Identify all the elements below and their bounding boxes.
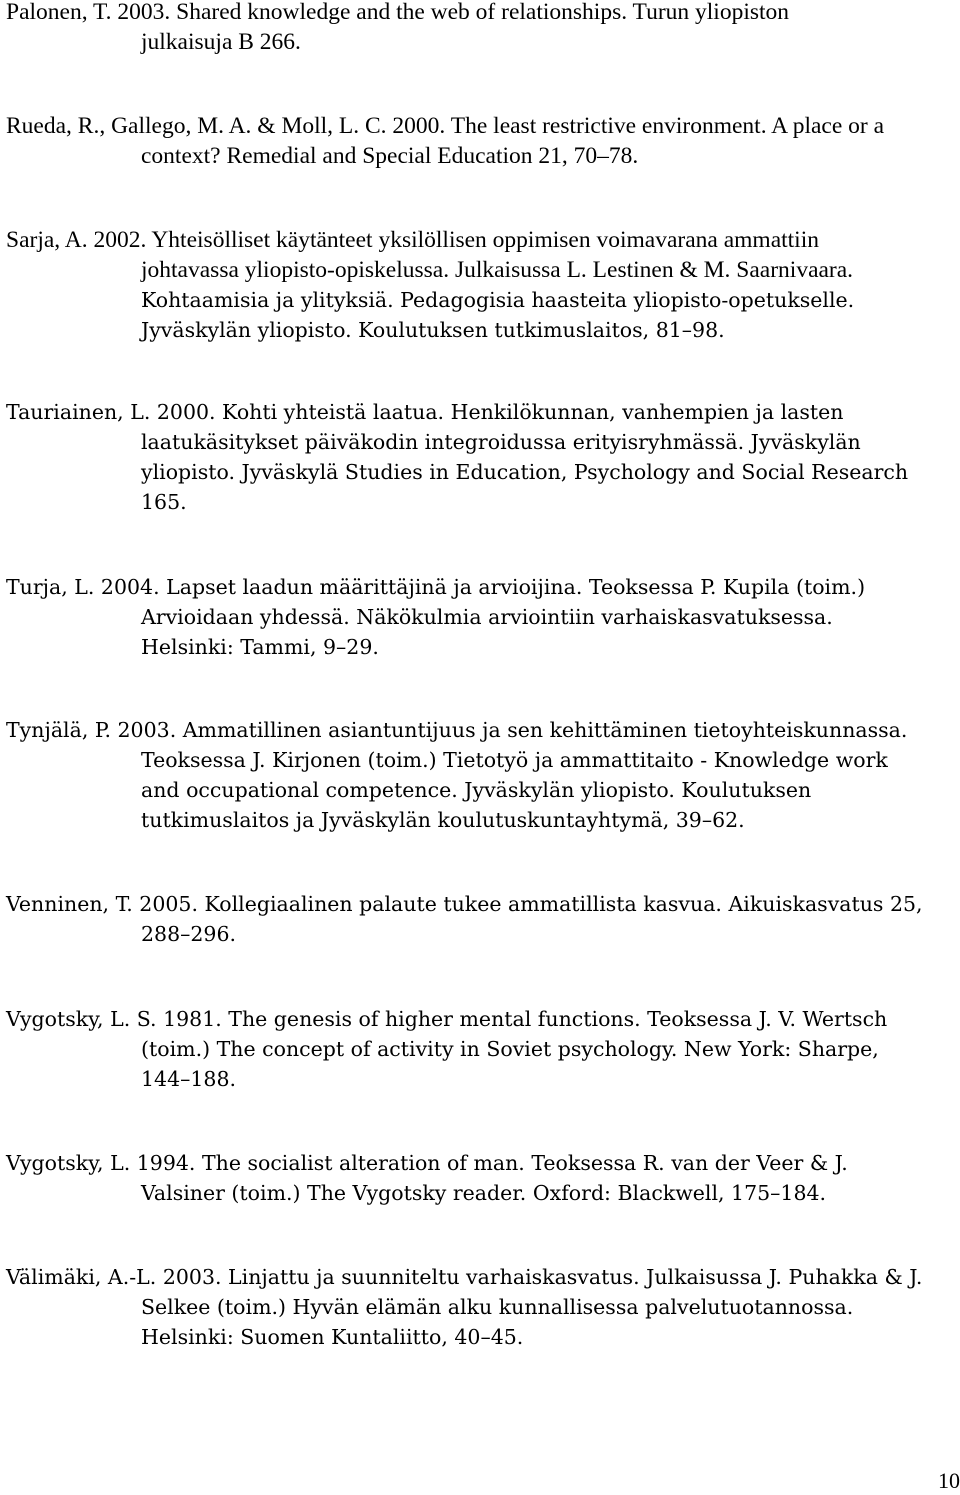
reference-line: Selkee (toim.) Hyvän elämän alku kunnallisessa palvelutuotannossa. [141, 1295, 854, 1319]
page-number: 10 [938, 1468, 960, 1493]
reference-tynjala [6, 715, 956, 835]
reference-line: and occupational competence. Jyväskylän yliopisto. Koulutuksen [141, 778, 812, 802]
reference-line: Helsinki: Tammi, 9–29. [141, 635, 379, 659]
reference-line: Rueda, R., Gallego, M. A. & Moll, L. C. 2000. The least restrictive environment. A place or a [6, 113, 885, 139]
reference-line: Venninen, T. 2005. Kollegiaalinen palaute tukee ammatillista kasvua. Aikuiskasvatus 25, [6, 892, 923, 916]
reference-line: laatukäsitykset päiväkodin integroidussa erityisryhmässä. Jyväskylän [141, 430, 861, 454]
reference-line: Teoksessa J. Kirjonen (toim.) Tietotyö ja ammattitaito - Knowledge work [141, 748, 888, 772]
reference-line: context? Remedial and Special Education 21, 70–78. [141, 143, 639, 169]
reference-valimaki [6, 1262, 956, 1352]
reference-line: 144–188. [141, 1067, 237, 1091]
reference-line: Vygotsky, L. S. 1981. The genesis of higher mental functions. Teoksessa J. V. Wertsch [6, 1007, 888, 1031]
reference-line: tutkimuslaitos ja Jyväskylän koulutuskuntayhtymä, 39–62. [141, 808, 745, 832]
reference-line: Tynjälä, P. 2003. Ammatillinen asiantuntijuus ja sen kehittäminen tietoyhteiskunnassa. [6, 718, 908, 742]
reference-vygotsky-1981 [6, 1004, 956, 1094]
reference-line: Välimäki, A.-L. 2003. Linjattu ja suunniteltu varhaiskasvatus. Julkaisussa J. Puhakka & J. [6, 1265, 923, 1289]
reference-line: Kohtaamisia ja ylityksiä. Pedagogisia haasteita yliopisto-opetukselle. [141, 288, 855, 312]
reference-line: Jyväskylän yliopisto. Koulutuksen tutkimuslaitos, 81–98. [141, 318, 725, 342]
reference-turja [6, 572, 956, 662]
reference-line: Vygotsky, L. 1994. The socialist alteration of man. Teoksessa R. van der Veer & J. [6, 1151, 848, 1175]
reference-line: Tauriainen, L. 2000. Kohti yhteistä laatua. Henkilökunnan, vanhempien ja lasten [6, 400, 844, 424]
reference-palonen [6, 0, 956, 57]
reference-line: Sarja, A. 2002. Yhteisölliset käytänteet yksilöllisen oppimisen voimavarana ammattiin [6, 227, 819, 253]
reference-line: Palonen, T. 2003. Shared knowledge and the web of relationships. Turun yliopiston [6, 0, 790, 25]
reference-line: Turja, L. 2004. Lapset laadun määrittäjinä ja arvioijina. Teoksessa P. Kupila (toim.) [6, 575, 866, 599]
reference-line: johtavassa yliopisto-opiskelussa. Julkaisussa L. Lestinen & M. Saarnivaara. [141, 257, 854, 283]
reference-line: Valsiner (toim.) The Vygotsky reader. Oxford: Blackwell, 175–184. [141, 1181, 827, 1205]
reference-line: (toim.) The concept of activity in Soviet psychology. New York: Sharpe, [141, 1037, 879, 1061]
reference-line: julkaisuja B 266. [141, 29, 301, 55]
reference-vygotsky-1994 [6, 1148, 956, 1208]
reference-line: 288–296. [141, 922, 237, 946]
reference-line: Helsinki: Suomen Kuntaliitto, 40–45. [141, 1325, 524, 1349]
reference-tauriainen [6, 397, 956, 517]
reference-rueda [6, 111, 956, 171]
reference-line: Arvioidaan yhdessä. Näkökulmia arviointiin varhaiskasvatuksessa. [141, 605, 833, 629]
reference-sarja [6, 225, 956, 345]
reference-line: yliopisto. Jyväskylä Studies in Education, Psychology and Social Research [141, 460, 909, 484]
reference-venninen [6, 889, 956, 949]
reference-line: 165. [141, 490, 187, 514]
